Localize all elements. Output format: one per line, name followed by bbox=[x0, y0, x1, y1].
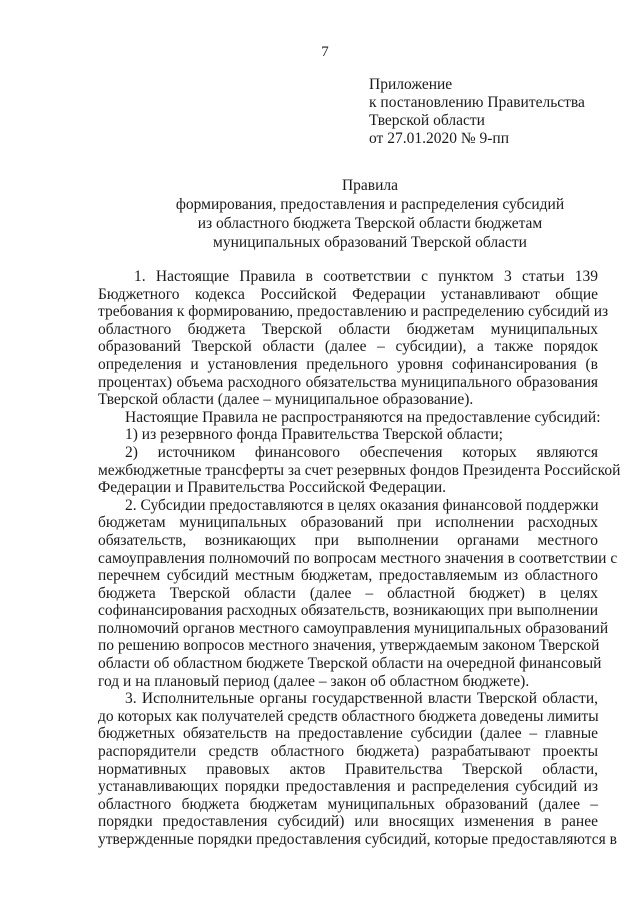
body-line: областного бюджета Тверской области бюджетам муниципальных bbox=[98, 320, 598, 338]
body-line: самоуправления полномочий по вопросам местного значения в соответствии с bbox=[98, 549, 618, 567]
body-line: до которых как получателей средств областного бюджета доведены лимиты bbox=[98, 707, 599, 725]
body-line: Настоящие Правила не распространяются на предоставление субсидий: bbox=[125, 408, 601, 426]
body-line: областного бюджета бюджетам муниципальных образований (далее – bbox=[98, 795, 598, 813]
body-line: Федерации и Правительства Российской Федерации. bbox=[98, 479, 447, 497]
body-line: образований Тверской области (далее – субсидии), а также порядок bbox=[98, 338, 598, 356]
body-line: 2. Субсидии предоставляются в целях оказания финансовой поддержки bbox=[125, 496, 599, 514]
body-line: бюджетных обязательств на предоставление субсидии (далее – главные bbox=[98, 725, 598, 743]
body-line: определения и установления предельного уровня софинансирования (в bbox=[98, 355, 598, 373]
body-line: требования к формированию, предоставлению и распределению субсидий из bbox=[98, 303, 609, 321]
document-title bbox=[60, 176, 640, 252]
body-line: Бюджетного кодекса Российской Федерации устанавливают общие bbox=[98, 285, 598, 303]
appendix-line: Тверской области bbox=[369, 112, 485, 129]
body-line: 1. Настоящие Правила в соответствии с пунктом 3 статьи 139 bbox=[134, 268, 598, 285]
appendix-block bbox=[369, 76, 585, 148]
body-line: перечнем субсидий местным бюджетам, предоставляемым из областного bbox=[98, 567, 598, 585]
body-line: процентах) объема расходного обязательства муниципального образования bbox=[98, 373, 598, 391]
body-line: области об областном бюджете Тверской области на очередной финансовый bbox=[98, 655, 602, 673]
body-line: по решению вопросов местного значения, утверждаемым законом Тверской bbox=[98, 637, 600, 655]
body-line: 3. Исполнительные органы государственной власти Тверской области, bbox=[125, 690, 598, 708]
body-line: обязательств, возникающих при выполнении органами местного bbox=[98, 531, 598, 549]
body-line: устанавливающих порядки предоставления и распределения субсидий из bbox=[98, 778, 598, 796]
appendix-line: Приложение bbox=[369, 76, 453, 93]
body-line: нормативных правовых актов Правительства Тверской области, bbox=[98, 760, 598, 778]
page-number: 7 bbox=[321, 44, 329, 60]
body-line: распорядители средств областного бюджета) разрабатывают проекты bbox=[98, 743, 598, 761]
body-line: год и на плановый период (далее – закон об областном бюджете). bbox=[98, 672, 530, 690]
body-line: межбюджетные трансферты за счет резервных фондов Президента Российской bbox=[98, 461, 621, 479]
body-line: 1) из резервного фонда Правительства Тверской области; bbox=[125, 426, 503, 444]
body-line: порядки предоставления субсидий) или вносящих изменения в ранее bbox=[98, 813, 598, 831]
appendix-line: к постановлению Правительства bbox=[369, 94, 585, 111]
body-line: 2) источником финансового обеспечения которых являются bbox=[125, 443, 598, 461]
body-line: софинансирования расходных обязательств, возникающих при выполнении bbox=[98, 602, 598, 620]
body-text bbox=[98, 268, 621, 849]
body-line: утвержденные порядки предоставления субсидий, которые предоставляются в bbox=[98, 831, 617, 848]
body-line: полномочий органов местного самоуправления муниципальных образований bbox=[98, 619, 609, 637]
title-line: из областного бюджета Тверской области бюджетам bbox=[197, 215, 543, 232]
appendix-line: от 27.01.2020 № 9-пп bbox=[369, 130, 509, 147]
body-line: бюджетам муниципальных образований при исполнении расходных bbox=[98, 514, 598, 532]
title-line: формирования, предоставления и распределения субсидий bbox=[175, 196, 565, 213]
body-line: бюджета Тверской области (далее – областной бюджет) в целях bbox=[98, 584, 598, 602]
title-line: муниципальных образований Тверской области bbox=[213, 234, 527, 251]
body-line: Тверской области (далее – муниципальное образование). bbox=[98, 391, 474, 409]
title-line: Правила bbox=[341, 177, 399, 194]
